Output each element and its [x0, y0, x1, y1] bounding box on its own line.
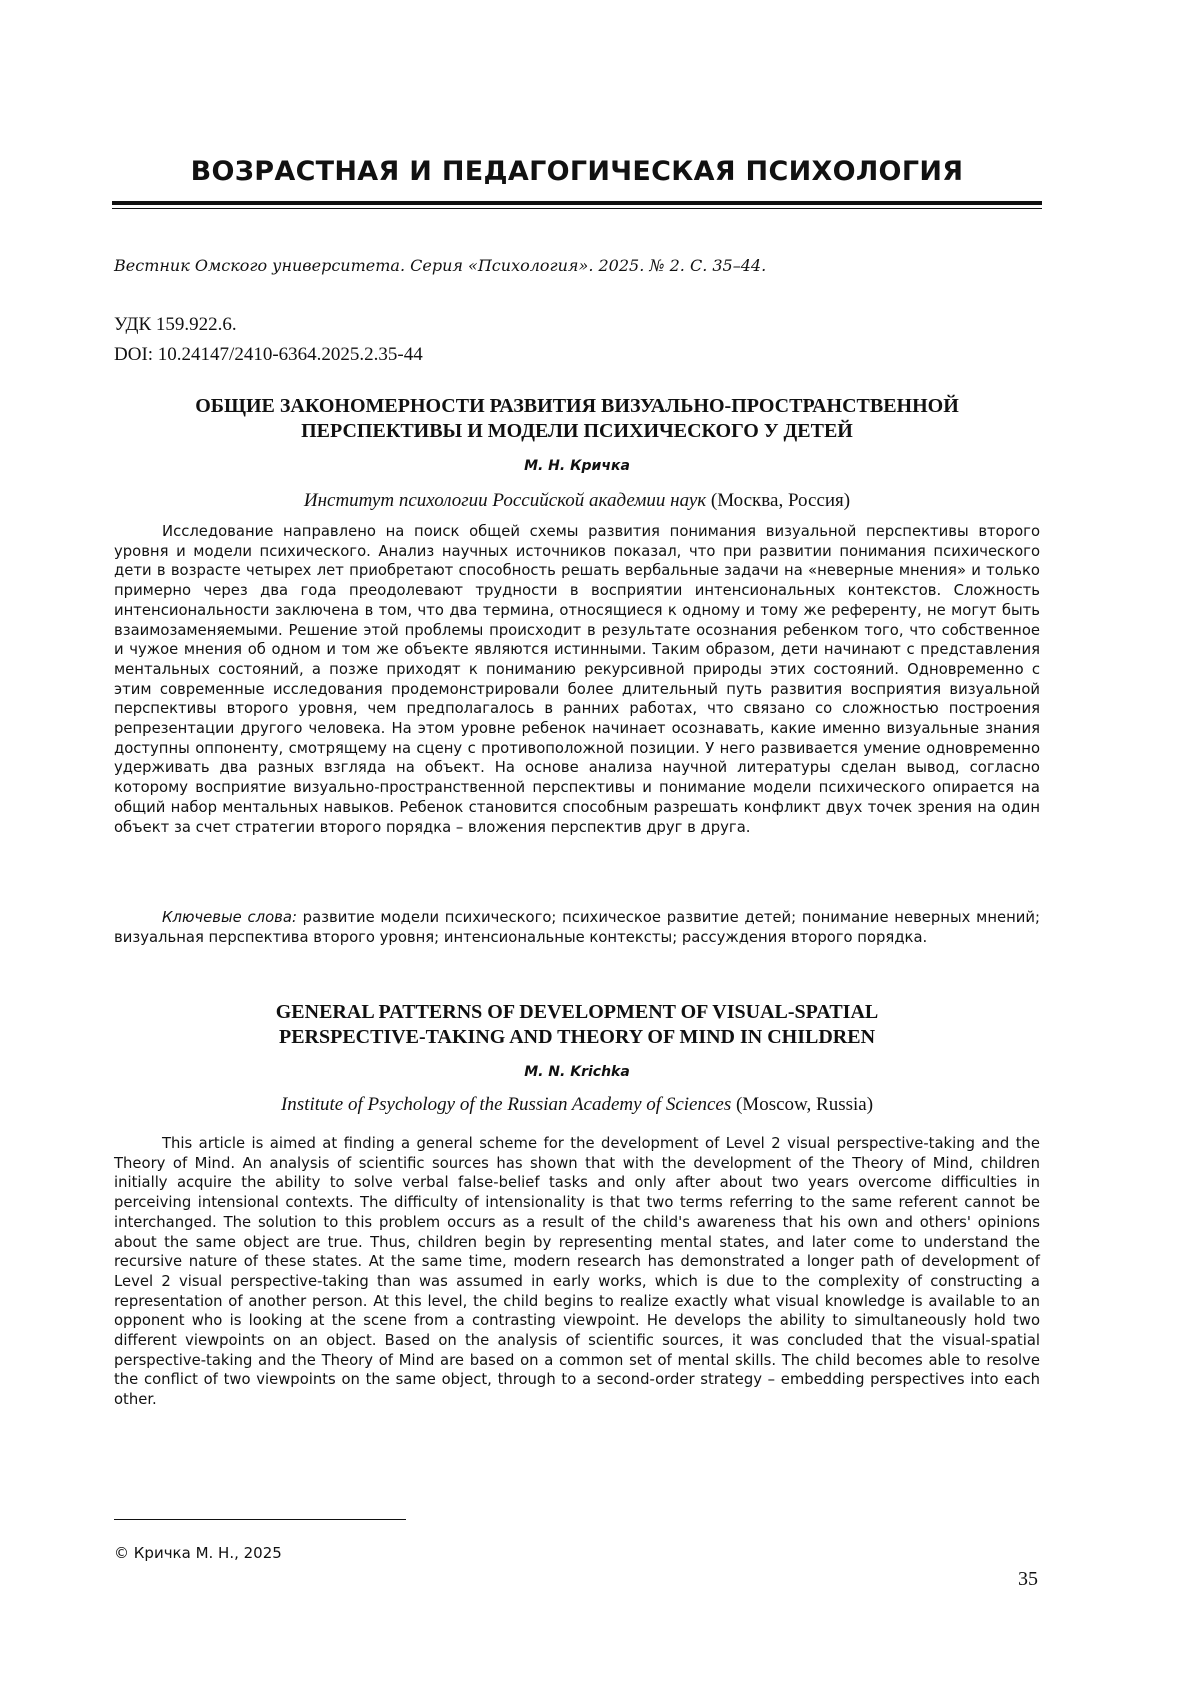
title-ru-line2: ПЕРСПЕКТИВЫ И МОДЕЛИ ПСИХИЧЕСКОГО У ДЕТЕЙ: [301, 420, 853, 442]
page-number: 35: [1018, 1568, 1038, 1590]
heading-rule-thin: [112, 208, 1042, 209]
section-heading: ВОЗРАСТНАЯ И ПЕДАГОГИЧЕСКАЯ ПСИХОЛОГИЯ: [190, 156, 964, 187]
keywords-ru: [114, 908, 1040, 947]
abstract-ru: Исследование направлено на поиск общей схемы развития понимания визуальной перспективы второго уровня и модели психического. Анализ научных источников показал, что при развитии понимания психического дети в возрасте четырех лет приобретают способность решать вербальные задачи на «неверные мнения» и только примерно через два года преодолевают трудности в восприятии интенсиональных контекстов. Сложность интенсиональности заключена в том, что два термина, относящиеся к одному и тому же референту, не могут быть взаимозаменяемыми. Решение этой проблемы происходит в результате осознания ребенком того, что собственное и чужое мнения об одном и том же объекте являются истинными. Таким образом, дети начинают с представления ментальных состояний, а позже приходят к пониманию рекурсивной природы этих состояний. Одновременно с этим современные исследования продемонстрировали более длительный путь развития восприятия визуальной перспективы второго уровня, чем предполагалось в ранних работах, что связано со сложностью построения репрезентации другого человека. На этом уровне ребенок начинает осознавать, какие именно визуальные знания доступны оппоненту, смотрящему на сцену с противоположной позиции. У него развивается умение одновременно удерживать два разных взгляда на объект. На основе анализа научной литературы сделан вывод, согласно которому восприятие визуально-пространственной перспективы и понимание модели психического опирается на общий набор ментальных навыков. Ребенок становится способным разрешать конфликт двух точек зрения на один объект за счет стратегии второго порядка – вложения перспектив друг в друга.: [114, 523, 1040, 836]
affiliation-en: [112, 1094, 1042, 1116]
keywords-text: развитие модели психического; психическое развитие детей; понимание неверных мнений; визуальная перспектива второго уровня; интенсиональные контексты; рассуждения второго порядка.: [114, 909, 1040, 946]
journal-citation: Вестник Омского университета. Серия «Психология». 2025. № 2. С. 35–44.: [114, 256, 767, 275]
location-en: (Moscow, Russia): [731, 1094, 874, 1115]
abstract-en: This article is aimed at finding a general scheme for the development of Level 2 visual perspective-taking and the Theory of Mind. An analysis of scientific sources has shown that with the development of the Theory of Mind, children initially acquire the ability to solve verbal false-belief tasks and only after about two years overcome difficulties in perceiving intensional contexts. The difficulty of intensionality is that two terms referring to the same referent cannot be interchanged. The solution to this problem occurs as a result of the child's awareness that his own and others' opinions about the same object are true. Thus, children begin by representing mental states, and later come to understand the recursive nature of these states. At the same time, modern research has demonstrated a longer path of development of Level 2 visual perspective-taking than was assumed in early works, which is due to the complexity of constructing a representation of another person. At this level, the child begins to realize exactly what visual knowledge is available to an opponent who is looking at the scene from a contrasting viewpoint. He develops the ability to simultaneously hold two different viewpoints on an object. Based on the analysis of scientific sources, it was concluded that the visual-spatial perspective-taking and the Theory of Mind are based on a common set of mental skills. The child becomes able to resolve the conflict of two viewpoints on the same object, through to a second-order strategy – embedding perspectives into each other.: [114, 1135, 1040, 1409]
article-title-en: [112, 1000, 1042, 1050]
heading-rule-thick: [112, 201, 1042, 205]
udk-code: УДК 159.922.6.: [114, 314, 237, 335]
footnote-rule: [114, 1519, 406, 1520]
title-en-line2: PERSPECTIVE-TAKING AND THEORY OF MIND IN CHILDREN: [278, 1026, 876, 1048]
institution-ru: Институт психологии Российской академии наук: [303, 490, 707, 511]
keywords-label: Ключевые слова:: [162, 909, 297, 926]
title-ru-line1: ОБЩИЕ ЗАКОНОМЕРНОСТИ РАЗВИТИЯ ВИЗУАЛЬНО-ПРОСТРАНСТВЕННОЙ: [195, 395, 959, 417]
copyright-note: © Кричка М. Н., 2025: [114, 1544, 282, 1562]
affiliation-ru: [112, 490, 1042, 512]
article-title-ru: [112, 394, 1042, 444]
author-en: M. N. Krichka: [524, 1064, 630, 1080]
location-ru: (Москва, Россия): [706, 490, 851, 511]
author-ru: М. Н. Кричка: [524, 458, 630, 474]
title-en-line1: GENERAL PATTERNS OF DEVELOPMENT OF VISUAL-SPATIAL: [275, 1001, 879, 1023]
institution-en: Institute of Psychology of the Russian Academy of Sciences: [280, 1094, 732, 1115]
doi: DOI: 10.24147/2410-6364.2025.2.35-44: [114, 344, 423, 365]
